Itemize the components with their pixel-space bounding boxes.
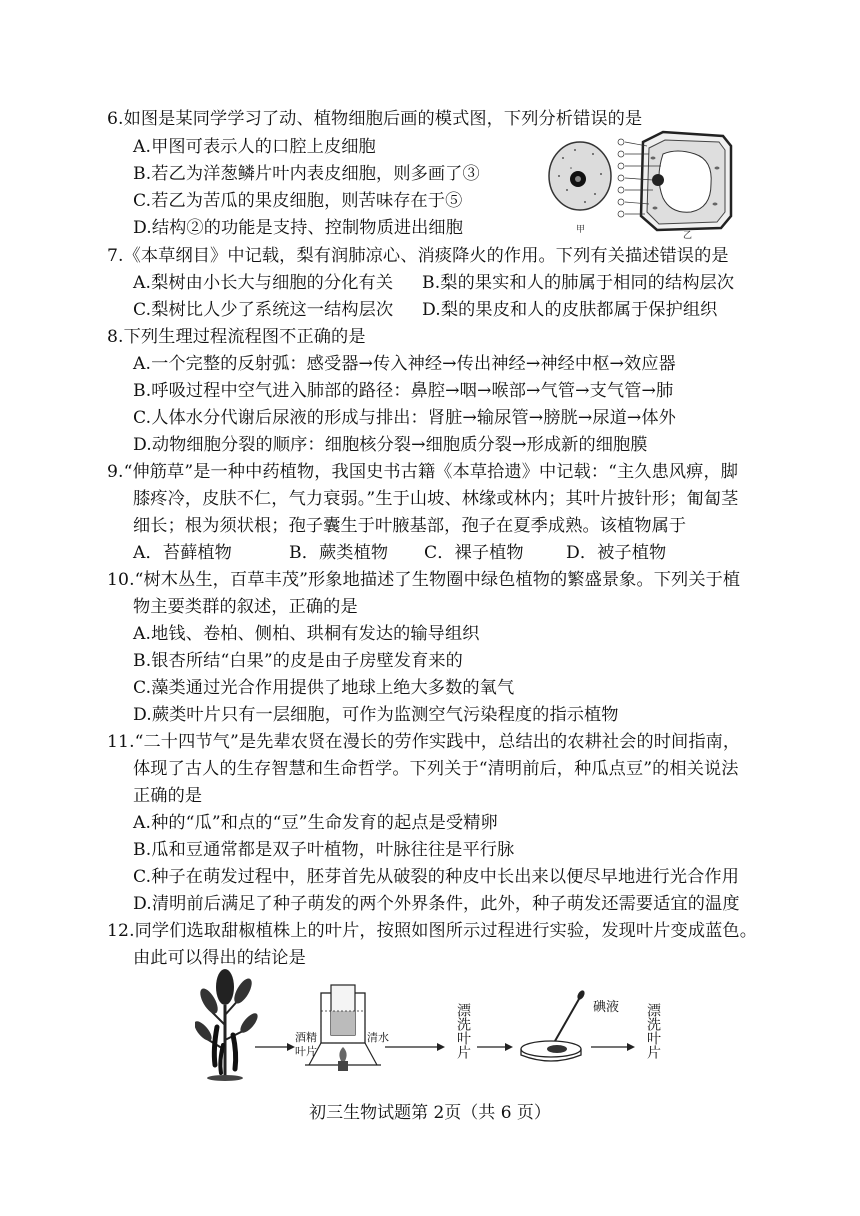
q6-option-c: C.若乙为苦瓜的果皮细胞，则苦味存在于⑤ [133,191,463,211]
label-jia: 甲 [576,225,586,235]
q10-option-c: C.藻类通过光合作用提供了地球上绝大多数的氧气 [133,678,515,698]
q10-stem-line-1: 10.“树木丛生，百草丰茂”形象地描述了生物圈中绿色植物的繁盛景象。下列关于植 [107,570,741,590]
page-footer: 初三生物试题第 2页（共 6 页） [309,1103,551,1123]
q10-stem-line-2: 物主要类群的叙述，正确的是 [133,597,358,617]
q11-stem-line-2: 体现了古人的生存智慧和生命哲学。下列关于“清明前后，种瓜点豆”的相关说法 [133,759,739,779]
q6-stem: 6.如图是某同学学习了动、植物细胞后画的模式图，下列分析错误的是 [107,109,643,129]
label-alcohol: 酒精 [295,1031,317,1044]
label-water: 清水 [367,1031,389,1044]
water-bath-icon [305,985,381,1071]
label-leaf: 叶片 [295,1045,317,1058]
q10-option-a: A.地钱、卷柏、侧柏、珙桐有发达的输导组织 [133,624,480,644]
q8-option-c: C.人体水分代谢后尿液的形成与排出：肾脏→输尿管→膀胱→尿道→体外 [133,408,676,428]
q10-option-d: D.蕨类叶片只有一层细胞，可作为监测空气污染程度的指示植物 [133,705,619,725]
q9-stem-line-1: 9.“伸筋草”是一种中药植物，我国史书古籍《本草拾遗》中记载：“主久患风痹，脚 [107,462,739,482]
q6-option-d: D.结构②的功能是支持、控制物质进出细胞 [133,218,464,238]
label-rinse-2: 漂洗叶片 [645,1003,661,1059]
q11-option-b: B.瓜和豆通常都是双子叶植物，叶脉往往是平行脉 [133,840,515,860]
q8-stem: 8.下列生理过程流程图不正确的是 [107,327,366,347]
q8-option-a: A.一个完整的反射弧：感受器→传入神经→传出神经→神经中枢→效应器 [133,354,676,374]
q9-option-a: A．苔藓植物 [133,543,232,563]
q8-option-d: D.动物细胞分裂的顺序：细胞核分裂→细胞质分裂→形成新的细胞膜 [133,435,648,455]
q11-stem-line-3: 正确的是 [133,786,203,806]
q7-option-a: A.梨树由小长大与细胞的分化有关 [133,273,394,293]
q7-option-b: B.梨的果实和人的肺属于相同的结构层次 [422,273,735,293]
cell-diagram [545,128,740,240]
q12-stem-line-2: 由此可以得出的结论是 [133,948,306,968]
petri-dish-icon [521,989,586,1061]
label-yi: 乙 [683,231,693,240]
q11-option-a: A.种的“瓜”和点的“豆”生命发育的起点是受精卵 [133,813,498,833]
q7-stem: 7.《本草纲目》中记载，梨有润肺凉心、消痰降火的作用。下列有关描述错误的是 [107,246,729,266]
q6-option-b: B.若乙为洋葱鳞片叶内表皮细胞，则多画了③ [133,164,480,184]
q7-option-c: C.梨树比人少了系统这一结构层次 [133,300,394,320]
q9-stem-line-2: 膝疼冷，皮肤不仁，气力衰弱。”生于山坡、林缘或林内；其叶片披针形；匍匐茎 [133,489,739,509]
q9-option-d: D．被子植物 [566,543,667,563]
q11-stem-line-1: 11.“二十四节气”是先辈农贤在漫长的劳作实践中，总结出的农耕社会的时间指南， [107,732,741,752]
q10-option-b: B.银杏所结“白果”的皮是由子房壁发育来的 [133,651,463,671]
experiment-diagram [195,965,675,1090]
q7-option-d: D.梨的果皮和人的皮肤都属于保护组织 [422,300,718,320]
q9-stem-line-3: 细长；根为须状根；孢子囊生于叶腋基部，孢子在夏季成熟。该植物属于 [133,516,687,536]
q9-option-b: B．蕨类植物 [289,543,389,563]
label-rinse-1: 漂洗叶片 [455,1003,471,1059]
q12-stem-line-1: 12.同学们选取甜椒植株上的叶片，按照如图所示过程进行实验，发现叶片变成蓝色。 [107,921,757,941]
q6-option-a: A.甲图可表示人的口腔上皮细胞 [133,137,376,157]
q11-option-c: C.种子在萌发过程中，胚芽首先从破裂的种皮中长出来以便尽早地进行光合作用 [133,867,739,887]
q8-option-b: B.呼吸过程中空气进入肺部的路径：鼻腔→咽→喉部→气管→支气管→肺 [133,381,674,401]
pepper-plant-icon [195,969,261,1081]
label-iodine: 碘液 [593,1000,620,1015]
q11-option-d: D.清明前后满足了种子萌发的两个外界条件，此外，种子萌发还需要适宜的温度 [133,894,740,914]
q9-option-c: C．裸子植物 [424,543,524,563]
